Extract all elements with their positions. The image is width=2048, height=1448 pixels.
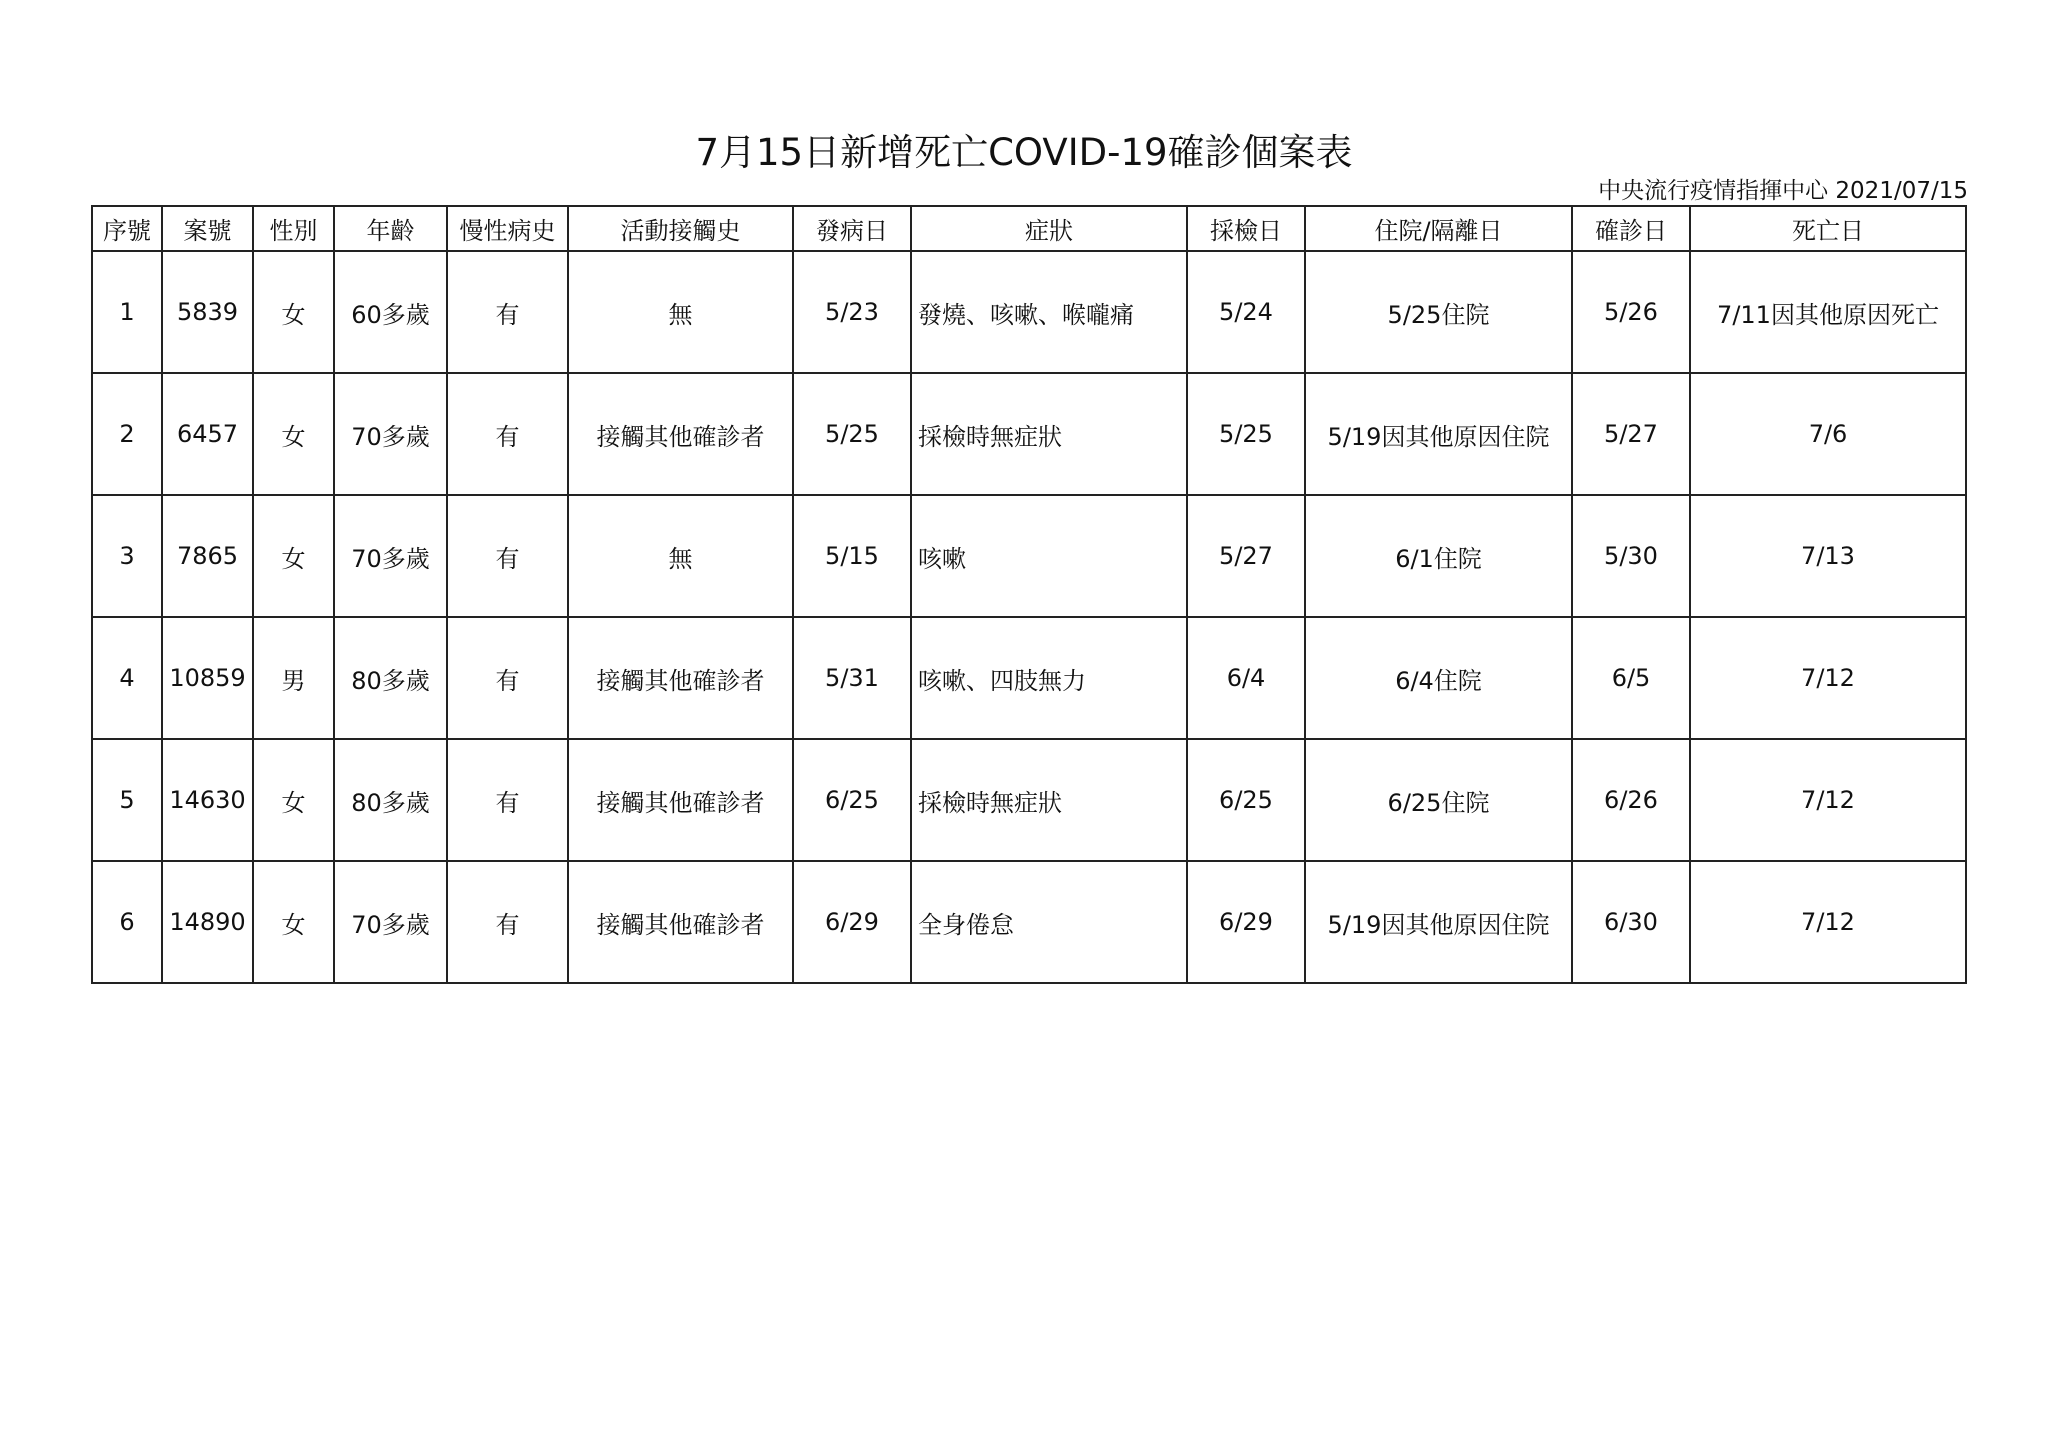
cell-death-date: 7/12 xyxy=(1690,861,1966,983)
cell-death-date: 7/12 xyxy=(1690,739,1966,861)
cell-contact-history: 接觸其他確診者 xyxy=(568,861,793,983)
column-header-case-number: 案號 xyxy=(162,206,253,251)
cell-death-date: 7/6 xyxy=(1690,373,1966,495)
cell-contact-history: 接觸其他確診者 xyxy=(568,617,793,739)
cell-onset-date: 5/25 xyxy=(793,373,911,495)
cell-hospitalization-date: 5/19因其他原因住院 xyxy=(1305,861,1572,983)
cell-age: 70多歲 xyxy=(334,373,447,495)
cell-chronic-disease: 有 xyxy=(447,861,568,983)
cell-confirmation-date: 5/26 xyxy=(1572,251,1690,373)
cell-serial: 3 xyxy=(92,495,162,617)
cell-case-number: 10859 xyxy=(162,617,253,739)
column-header-sex: 性別 xyxy=(253,206,334,251)
cell-sex: 男 xyxy=(253,617,334,739)
column-header-hospitalization-date: 住院/隔離日 xyxy=(1305,206,1572,251)
cell-chronic-disease: 有 xyxy=(447,739,568,861)
cell-sampling-date: 6/25 xyxy=(1187,739,1305,861)
cell-symptoms: 發燒、咳嗽、喉嚨痛 xyxy=(911,251,1187,373)
cell-sex: 女 xyxy=(253,739,334,861)
table-row xyxy=(92,861,1966,983)
table-header-row xyxy=(92,206,1966,251)
cell-hospitalization-date: 6/4住院 xyxy=(1305,617,1572,739)
cell-age: 70多歲 xyxy=(334,861,447,983)
cell-onset-date: 5/31 xyxy=(793,617,911,739)
cell-onset-date: 6/25 xyxy=(793,739,911,861)
cell-onset-date: 5/23 xyxy=(793,251,911,373)
cell-symptoms: 採檢時無症狀 xyxy=(911,373,1187,495)
cell-confirmation-date: 6/30 xyxy=(1572,861,1690,983)
cell-sex: 女 xyxy=(253,251,334,373)
cell-sampling-date: 5/27 xyxy=(1187,495,1305,617)
cell-onset-date: 5/15 xyxy=(793,495,911,617)
table-row xyxy=(92,251,1966,373)
cell-case-number: 14630 xyxy=(162,739,253,861)
cell-death-date: 7/13 xyxy=(1690,495,1966,617)
cell-hospitalization-date: 6/1住院 xyxy=(1305,495,1572,617)
cell-confirmation-date: 5/27 xyxy=(1572,373,1690,495)
cell-age: 80多歲 xyxy=(334,617,447,739)
cell-onset-date: 6/29 xyxy=(793,861,911,983)
column-header-chronic-disease: 慢性病史 xyxy=(447,206,568,251)
cell-sex: 女 xyxy=(253,495,334,617)
cell-case-number: 6457 xyxy=(162,373,253,495)
table-row xyxy=(92,739,1966,861)
column-header-onset-date: 發病日 xyxy=(793,206,911,251)
cell-serial: 1 xyxy=(92,251,162,373)
cell-case-number: 7865 xyxy=(162,495,253,617)
cell-contact-history: 接觸其他確診者 xyxy=(568,373,793,495)
cell-sex: 女 xyxy=(253,861,334,983)
column-header-contact-history: 活動接觸史 xyxy=(568,206,793,251)
table-row xyxy=(92,373,1966,495)
table-body xyxy=(92,251,1966,983)
column-header-age: 年齡 xyxy=(334,206,447,251)
cell-death-date: 7/11因其他原因死亡 xyxy=(1690,251,1966,373)
cell-chronic-disease: 有 xyxy=(447,373,568,495)
cell-symptoms: 咳嗽 xyxy=(911,495,1187,617)
cell-contact-history: 無 xyxy=(568,251,793,373)
cell-sex: 女 xyxy=(253,373,334,495)
cell-chronic-disease: 有 xyxy=(447,495,568,617)
cell-confirmation-date: 5/30 xyxy=(1572,495,1690,617)
cell-hospitalization-date: 6/25住院 xyxy=(1305,739,1572,861)
cell-age: 60多歲 xyxy=(334,251,447,373)
table-row xyxy=(92,495,1966,617)
death-cases-table xyxy=(91,205,1967,984)
column-header-confirmation-date: 確診日 xyxy=(1572,206,1690,251)
cell-serial: 4 xyxy=(92,617,162,739)
cell-symptoms: 採檢時無症狀 xyxy=(911,739,1187,861)
column-header-symptoms: 症狀 xyxy=(911,206,1187,251)
cell-chronic-disease: 有 xyxy=(447,251,568,373)
document-title: 7月15日新增死亡COVID-19確診個案表 xyxy=(695,131,1353,174)
cell-contact-history: 接觸其他確診者 xyxy=(568,739,793,861)
cell-symptoms: 全身倦怠 xyxy=(911,861,1187,983)
cell-serial: 2 xyxy=(92,373,162,495)
cell-sampling-date: 5/24 xyxy=(1187,251,1305,373)
table-row xyxy=(92,617,1966,739)
cell-case-number: 14890 xyxy=(162,861,253,983)
column-header-serial: 序號 xyxy=(92,206,162,251)
cell-serial: 6 xyxy=(92,861,162,983)
column-header-death-date: 死亡日 xyxy=(1690,206,1966,251)
cell-case-number: 5839 xyxy=(162,251,253,373)
cell-contact-history: 無 xyxy=(568,495,793,617)
cell-hospitalization-date: 5/25住院 xyxy=(1305,251,1572,373)
cell-age: 80多歲 xyxy=(334,739,447,861)
cell-serial: 5 xyxy=(92,739,162,861)
source-and-date: 中央流行疫情指揮中心 2021/07/15 xyxy=(1598,178,1968,204)
column-header-sampling-date: 採檢日 xyxy=(1187,206,1305,251)
cell-hospitalization-date: 5/19因其他原因住院 xyxy=(1305,373,1572,495)
cell-symptoms: 咳嗽、四肢無力 xyxy=(911,617,1187,739)
cell-sampling-date: 6/29 xyxy=(1187,861,1305,983)
cell-death-date: 7/12 xyxy=(1690,617,1966,739)
cell-age: 70多歲 xyxy=(334,495,447,617)
cell-sampling-date: 5/25 xyxy=(1187,373,1305,495)
cell-confirmation-date: 6/5 xyxy=(1572,617,1690,739)
cell-chronic-disease: 有 xyxy=(447,617,568,739)
cell-sampling-date: 6/4 xyxy=(1187,617,1305,739)
cell-confirmation-date: 6/26 xyxy=(1572,739,1690,861)
